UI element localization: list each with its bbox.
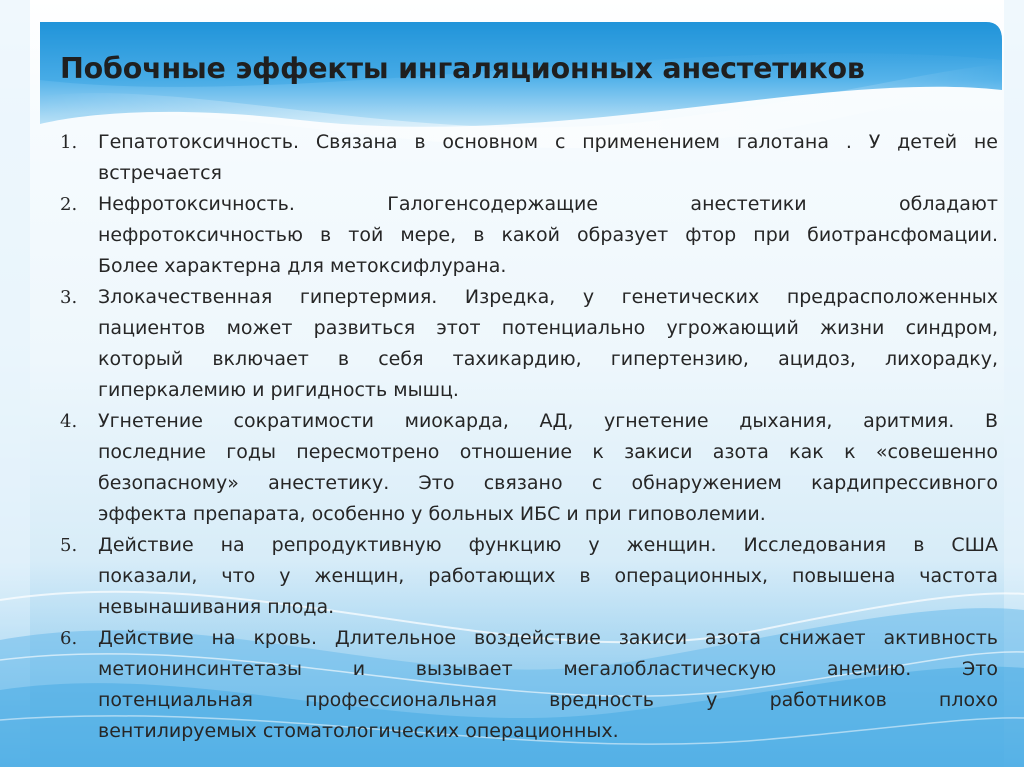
list-item-line: который включает в себя тахикардию, гипертензию, ацидоз, лихорадку, [98,348,998,370]
list-item [60,282,998,406]
list-item-line: Более характерна для метоксифлурана. [98,255,507,277]
list-item [60,189,998,282]
list-item-number: 3. [60,287,78,308]
list-item-line: метионинсинтетазы и вызывает мегалобластическую анемию. Это [98,658,998,680]
list-item-line: Гепатотоксичность. Связана в основном с применением галотана . У детей не [98,131,998,153]
slide-title: Побочные эффекты ингаляционных анестетиков [60,52,865,85]
list-item-line: гиперкалемию и ригидность мышц. [98,379,459,401]
list-item [60,623,998,747]
list-item-line: безопасному» анестетику. Это связано с обнаружением кардипрессивного [98,472,998,494]
list-item [60,406,998,530]
side-effects-list [60,127,998,747]
list-item-line: Нефротоксичность. Галогенсодержащие анестетики обладают [98,193,998,215]
list-item-line: встречается [98,162,222,184]
list-item-line: показали, что у женщин, работающих в операционных, повышена частота [98,565,998,587]
list-item-line: Действие на репродуктивную функцию у женщин. Исследования в США [98,534,998,556]
list-item-line: последние годы пересмотрено отношение к закиси азота как к «совешенно [98,441,998,463]
list-item [60,127,998,189]
list-item-line: Действие на кровь. Длительное воздействие закиси азота снижает активность [98,627,998,649]
list-item-line: невынашивания плода. [98,596,335,618]
list-item-line: пациентов может развиться этот потенциально угрожающий жизни синдром, [98,317,998,339]
list-item-number: 4. [60,411,78,432]
list-item-line: вентилируемых стоматологических операционных. [98,720,619,742]
list-item-line: эффекта препарата, особенно у больных ИБС и при гиповолемии. [98,503,766,525]
list-item-number: 5. [60,535,78,556]
list-item-line: нефротоксичностью в той мере, в какой образует фтор при биотрансфомации. [98,224,998,246]
list-item-line: Злокачественная гипертермия. Изредка, у генетических предрасположенных [98,286,998,308]
list-item-number: 6. [60,628,78,649]
list-item-line: потенциальная профессиональная вредность у работников плохо [98,689,998,711]
list-item-number: 1. [60,132,78,153]
list-item-number: 2. [60,194,78,215]
list-item-line: Угнетение сократимости миокарда, АД, угнетение дыхания, аритмия. В [98,410,998,432]
list-item [60,530,998,623]
